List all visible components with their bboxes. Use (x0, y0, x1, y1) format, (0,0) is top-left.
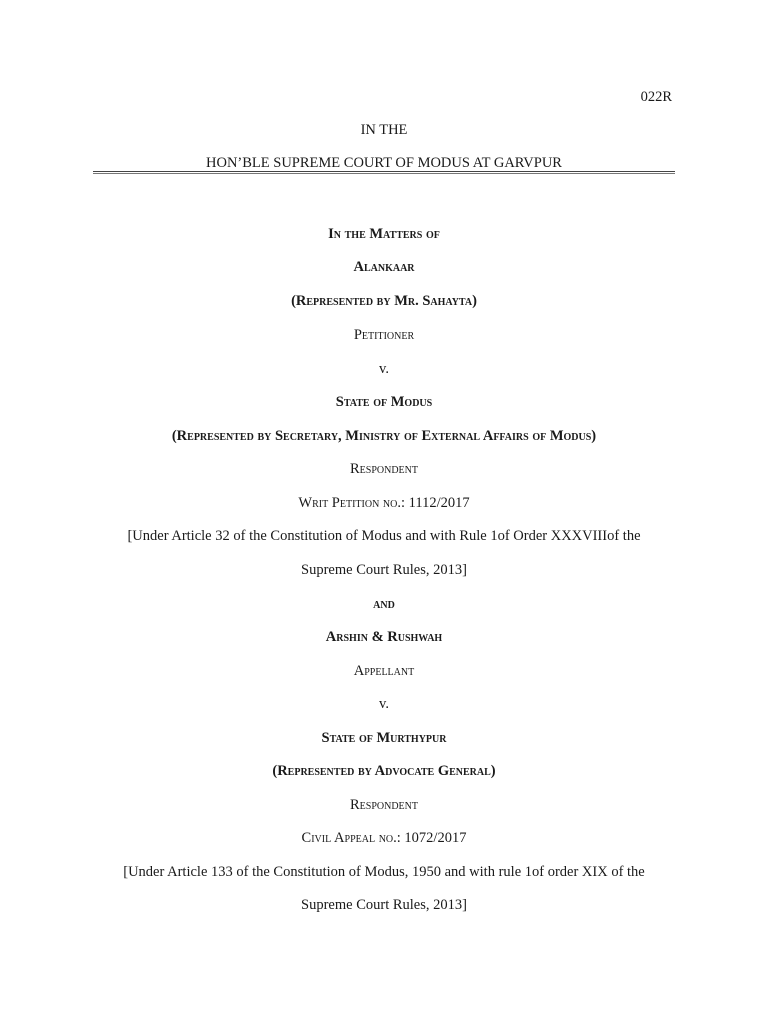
petitioner-representative: (Represented by Mr. Sahayta) (291, 293, 477, 309)
title-divider (93, 171, 675, 174)
article-clause-1b: Supreme Court Rules, 2013] (301, 562, 467, 578)
respondent-representative-1: (Represented by Secretary, Ministry of External Affairs of Modus) (171, 428, 597, 444)
article-clause-1a: [Under Article 32 of the Constitution of Modus and with Rule 1of Order XXXVIIIof the (127, 528, 641, 544)
court-title-line2: HON’BLE SUPREME COURT OF MODUS AT GARVPUR (206, 155, 562, 171)
court-title-line1: IN THE (360, 122, 408, 138)
respondent-name-2: State of Murthypur (321, 730, 447, 746)
respondent-name-1: State of Modus (335, 394, 433, 410)
versus-1: v. (379, 361, 389, 377)
appellant-name: Arshin & Rushwah (325, 629, 443, 645)
respondent-representative-2: (Represented by Advocate General) (272, 763, 496, 779)
petitioner-role: Petitioner (353, 327, 415, 343)
civil-appeal-number: Civil Appeal no.: 1072/2017 (301, 830, 467, 846)
petitioner-name: Alankaar (353, 259, 415, 275)
versus-2: v. (379, 696, 389, 712)
appellant-role: Appellant (353, 663, 415, 679)
article-clause-2b: Supreme Court Rules, 2013] (301, 897, 467, 913)
article-clause-2a: [Under Article 133 of the Constitution of Modus, 1950 and with rule 1of order XIX of the (123, 864, 645, 880)
writ-petition-number: Writ Petition no.: 1112/2017 (298, 495, 470, 511)
respondent-role-2: Respondent (349, 797, 418, 813)
document-id: 022R (640, 89, 672, 105)
matters-heading: In the Matters of (328, 226, 440, 242)
conjunction-and: and (373, 596, 395, 612)
respondent-role-1: Respondent (349, 461, 418, 477)
